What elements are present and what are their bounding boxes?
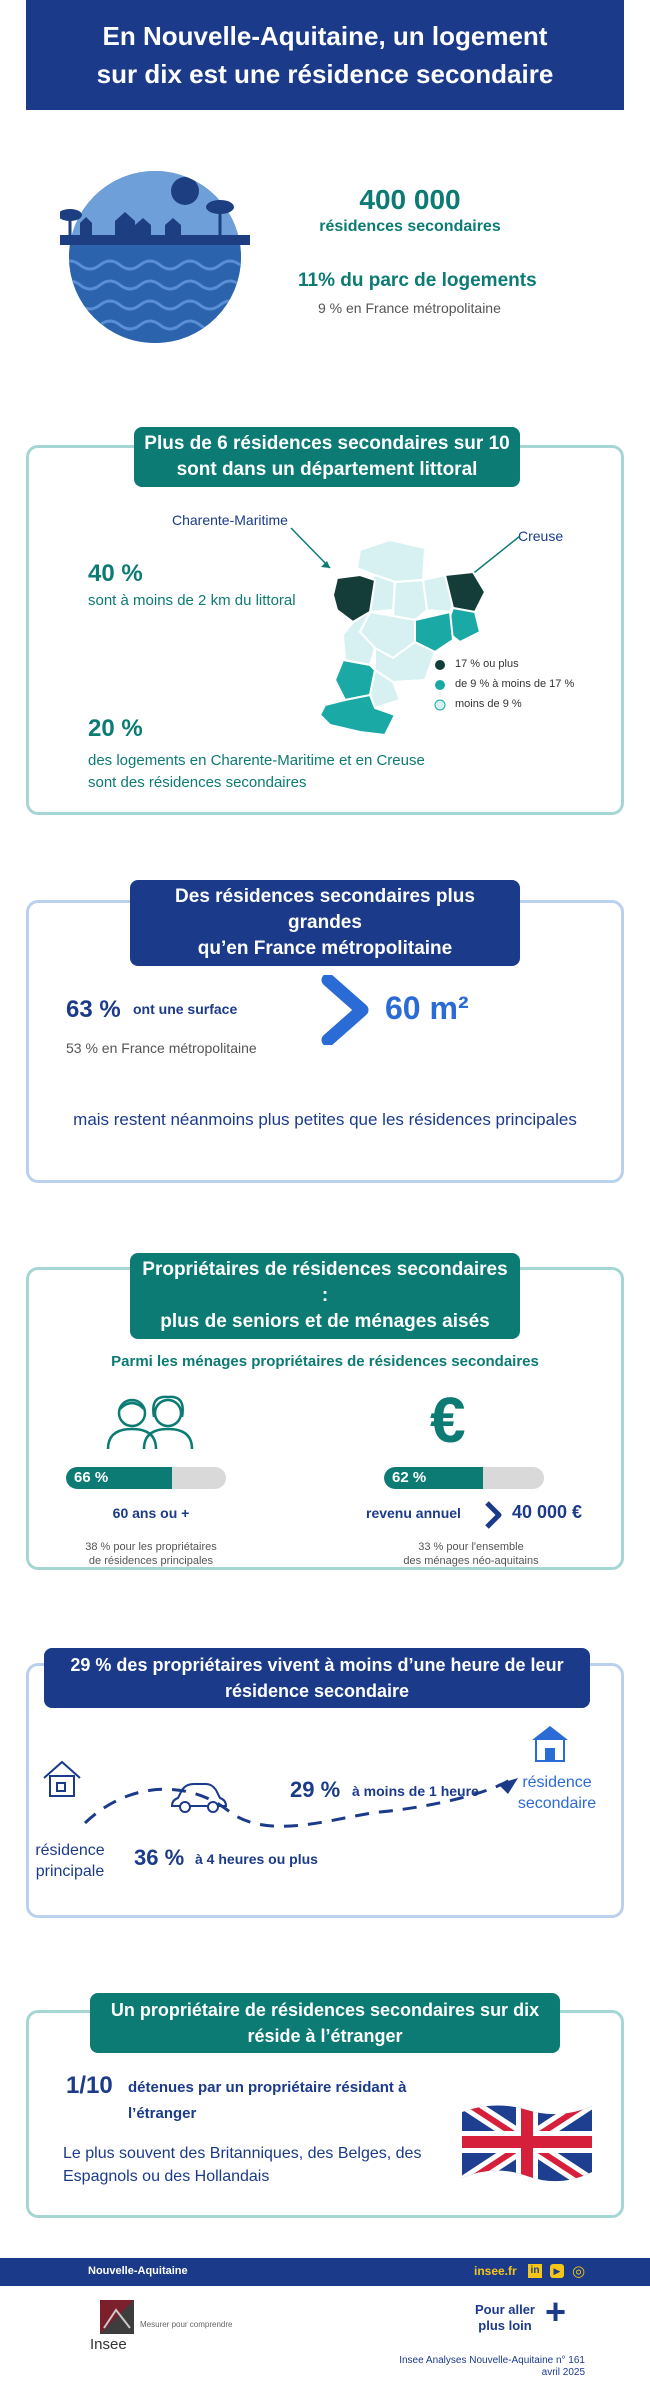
- littoral-title-line1: Plus de 6 résidences secondaires sur 10: [144, 433, 510, 454]
- surface-pct-text: ont une surface: [133, 1001, 238, 1017]
- label-residence-principale: [30, 1840, 110, 1882]
- littoral-stat2-value: 20 %: [88, 715, 143, 742]
- label-residence-secondaire-line2: secondaire: [517, 1795, 597, 1812]
- littoral-stat1-text: sont à moins de 2 km du littoral: [88, 592, 296, 609]
- seniors-note-line1: 38 % pour les propriétaires: [85, 1541, 217, 1553]
- surface-title-line2: qu’en France métropolitaine: [197, 938, 453, 959]
- abroad-nationalities-line2: Espagnols ou des Hollandais: [63, 2168, 270, 2185]
- surface-title: [130, 880, 520, 966]
- secondary-homes-count: 400 000: [359, 184, 461, 215]
- seniors-bar: [66, 1467, 226, 1489]
- littoral-title-line2: sont dans un département littoral: [176, 459, 478, 480]
- abroad-title-line1: Un propriétaire de résidences secondaires sur dix: [110, 2000, 540, 2020]
- distance-near-pct: 29 %: [290, 1777, 341, 1802]
- seniors-bar-fill: 66 %: [66, 1467, 172, 1489]
- income-note-line1: 33 % pour l'ensemble: [418, 1541, 524, 1553]
- income-label: revenu annuel: [366, 1505, 461, 1521]
- euro-icon: €: [430, 1384, 466, 1456]
- housing-share-note: 9 % en France métropolitaine: [318, 300, 501, 316]
- page-title: [26, 0, 624, 110]
- housing-share: 11% du parc de logements: [298, 270, 537, 291]
- more-info-link[interactable]: [470, 2302, 540, 2334]
- abroad-ratio-text: [128, 2075, 448, 2127]
- page-title-line2: sur dix est une résidence secondaire: [96, 59, 554, 89]
- label-creuse: Creuse: [518, 528, 564, 544]
- insee-brand: Insee: [90, 2336, 127, 2353]
- income-value: 40 000 €: [512, 1502, 583, 1522]
- label-residence-principale-line2: principale: [35, 1863, 105, 1880]
- seniors-label: 60 ans ou +: [112, 1505, 190, 1521]
- abroad-title: [90, 1993, 560, 2053]
- instagram-icon[interactable]: ◎: [572, 2263, 586, 2280]
- distance-far-text: à 4 heures ou plus: [195, 1851, 318, 1867]
- owners-title-line2: plus de seniors et de ménages aisés: [160, 1311, 490, 1332]
- footer-site-link[interactable]: insee.fr: [474, 2264, 517, 2278]
- littoral-stat1-value: 40 %: [88, 560, 143, 587]
- abroad-ratio: 1/10: [66, 2072, 113, 2099]
- income-bar: [384, 1467, 544, 1489]
- abroad-nationalities-line1: Le plus souvent des Britanniques, des Belges, des: [63, 2145, 422, 2162]
- label-charente-maritime: Charente-Maritime: [172, 512, 288, 528]
- nouvelle-aquitaine-map: [275, 520, 535, 745]
- label-residence-secondaire: [512, 1772, 602, 1814]
- insee-logo-icon: [100, 2300, 134, 2334]
- surface-title-line1: Des résidences secondaires plus grandes: [175, 886, 475, 933]
- coast-illustration-icon: [60, 165, 250, 345]
- more-info-line2: plus loin: [478, 2318, 532, 2333]
- owners-title: [130, 1253, 520, 1339]
- greater-than-small-icon: [483, 1500, 503, 1530]
- footer-region: Nouvelle-Aquitaine: [88, 2265, 188, 2277]
- littoral-stat2-text-line2: sont des résidences secondaires: [88, 774, 307, 791]
- seniors-couple-icon: [100, 1393, 200, 1451]
- abroad-ratio-text-line1: détenues par un propriétaire résidant à: [128, 2079, 407, 2096]
- owners-subtitle: Parmi les ménages propriétaires de résidences secondaires: [111, 1353, 539, 1370]
- littoral-title: [134, 427, 520, 487]
- publication-date: avril 2025: [541, 2367, 585, 2378]
- surface-note: 53 % en France métropolitaine: [66, 1040, 257, 1056]
- income-note-line2: des ménages néo-aquitains: [403, 1555, 539, 1567]
- surface-value: 60 m²: [385, 990, 469, 1026]
- distance-title-line2: résidence secondaire: [224, 1681, 410, 1701]
- secondary-homes-label: résidences secondaires: [319, 218, 501, 235]
- insee-tagline: Mesurer pour comprendre: [140, 2320, 233, 2329]
- abroad-title-line2: réside à l’étranger: [247, 2026, 403, 2046]
- page-title-line1: En Nouvelle-Aquitaine, un logement: [102, 21, 548, 51]
- abroad-nationalities: [63, 2142, 463, 2188]
- legend-item-high: 17 % ou plus: [455, 658, 519, 670]
- seniors-note: [56, 1540, 246, 1568]
- publication-number: Insee Analyses Nouvelle-Aquitaine n° 161: [399, 2355, 585, 2366]
- income-note: [376, 1540, 566, 1568]
- surface-conclusion: mais restent néanmoins plus petites que les résidences principales: [73, 1110, 577, 1129]
- youtube-icon[interactable]: ▶: [550, 2264, 564, 2278]
- distance-near-text: à moins de 1 heure: [352, 1783, 479, 1799]
- linkedin-icon[interactable]: in: [528, 2264, 542, 2278]
- littoral-stat2-text: [88, 750, 568, 794]
- surface-pct: 63 %: [66, 996, 121, 1023]
- legend-item-mid: de 9 % à moins de 17 %: [455, 678, 575, 690]
- littoral-stat2-text-line1: des logements en Charente-Maritime et en Creuse: [88, 752, 425, 769]
- abroad-ratio-text-line2: l’étranger: [128, 2105, 197, 2122]
- seniors-note-line2: de résidences principales: [88, 1555, 214, 1567]
- income-bar-fill: 62 %: [384, 1467, 483, 1489]
- more-info-line1: Pour aller: [475, 2302, 535, 2317]
- publication-reference: [380, 2355, 585, 2379]
- label-residence-principale-line1: résidence: [35, 1842, 105, 1859]
- label-residence-secondaire-line1: résidence: [522, 1774, 592, 1791]
- distance-title-line1: 29 % des propriétaires vivent à moins d’une heure de leur: [70, 1655, 564, 1675]
- distance-title: [44, 1648, 590, 1708]
- union-jack-flag-icon: [462, 2100, 592, 2185]
- plus-icon[interactable]: +: [545, 2291, 567, 2332]
- legend-item-low: moins de 9 %: [455, 698, 522, 710]
- owners-title-line1: Propriétaires de résidences secondaires :: [142, 1259, 508, 1306]
- distance-far-pct: 36 %: [134, 1845, 185, 1870]
- greater-than-icon: [320, 975, 370, 1045]
